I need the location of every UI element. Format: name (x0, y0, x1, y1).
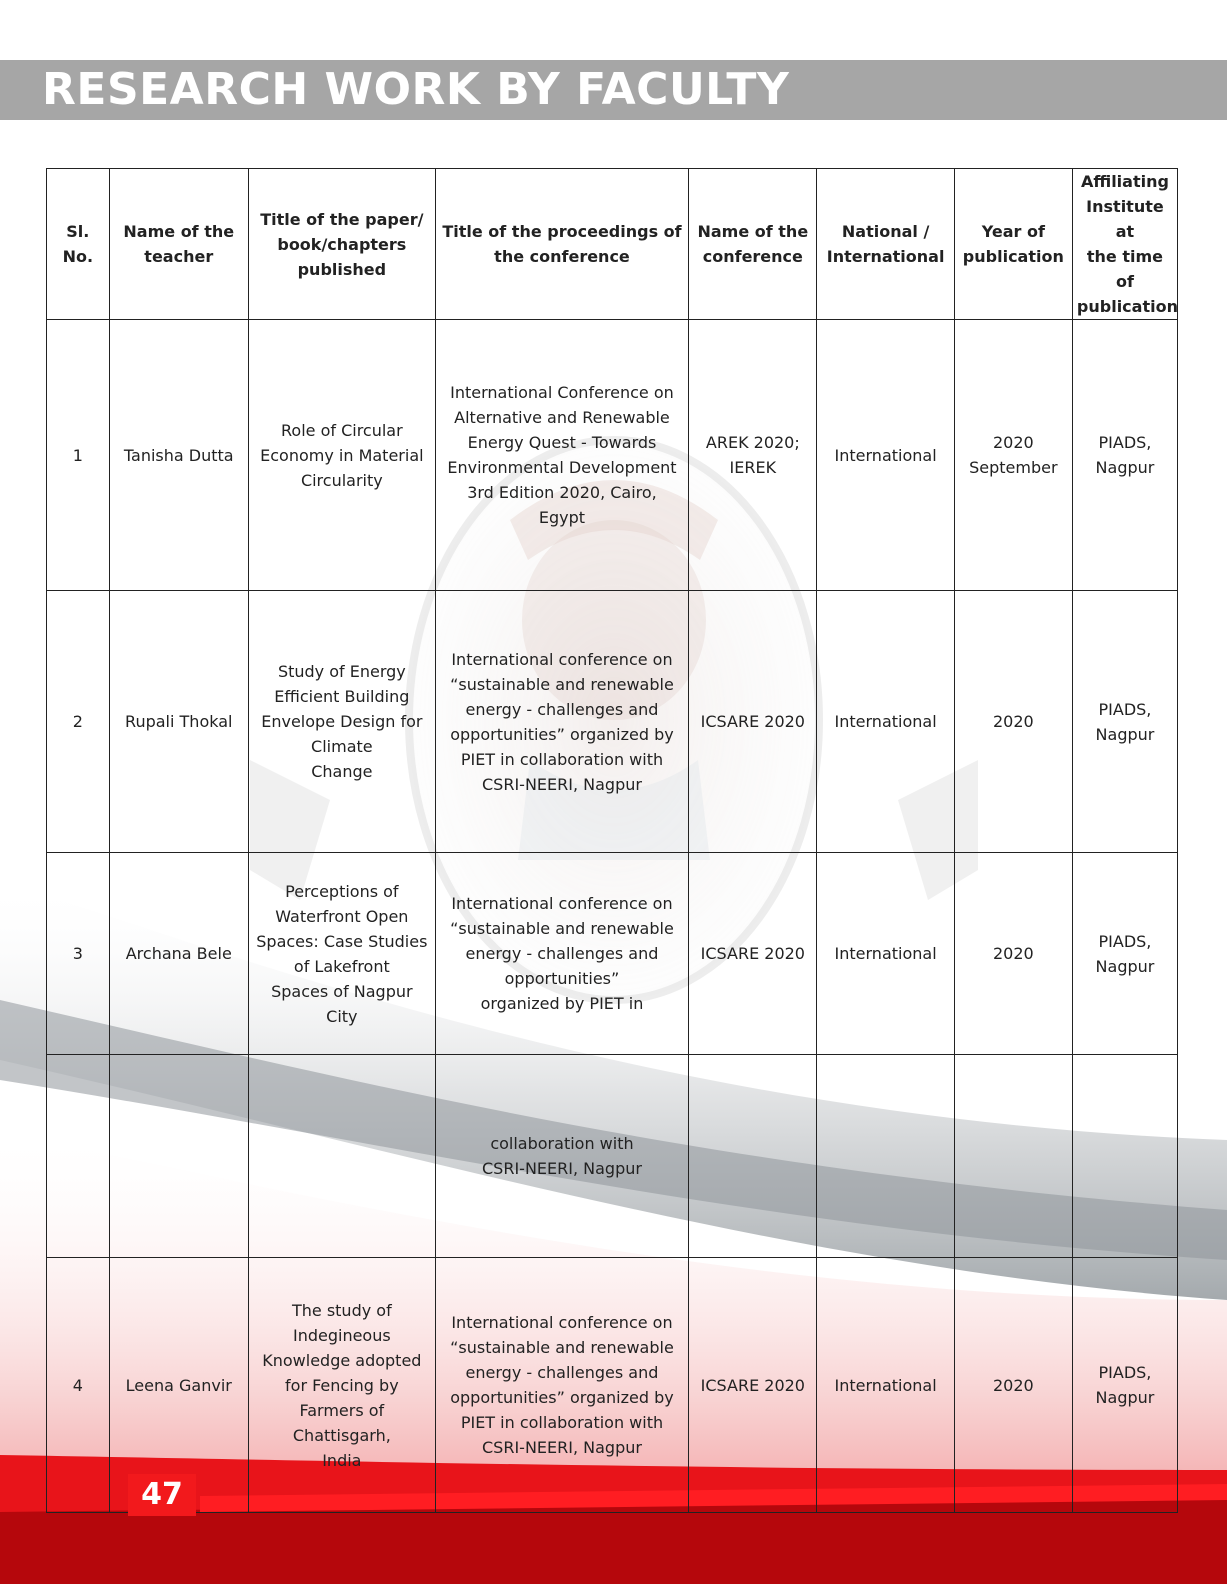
cell-text: AREK 2020; IEREK (705, 433, 800, 477)
cell-text: 2020 (992, 1375, 1034, 1395)
cell-text: International (834, 944, 937, 963)
cell-year (954, 320, 1072, 591)
cell-institute (1072, 591, 1177, 853)
cell-text: International Conference on Alternative and Renewable Energy Quest - Towards Environmental Development 3rd Edition 2020, Cairo, Egypt (447, 383, 677, 527)
cell-institute (1072, 1055, 1177, 1258)
cell-text: ICSARE 2020 (700, 712, 805, 731)
table-row (47, 591, 1178, 853)
column-header-institute (1072, 169, 1177, 320)
cell-scope (817, 1055, 954, 1258)
cell-teacher (109, 320, 248, 591)
cell-text: 2020 September (969, 433, 1058, 477)
cell-sl-no (47, 320, 110, 591)
table-row (47, 1258, 1178, 1513)
column-header-teacher (109, 169, 248, 320)
research-table-container (46, 168, 1178, 1513)
cell-proceedings (435, 1258, 688, 1513)
cell-text: PIADS, Nagpur (1095, 931, 1155, 976)
cell-institute (1072, 1258, 1177, 1513)
cell-sl-no (47, 591, 110, 853)
cell-year (954, 853, 1072, 1055)
cell-teacher (109, 1055, 248, 1258)
cell-text: 3 (72, 944, 83, 963)
cell-scope (817, 1258, 954, 1513)
column-header-label: Name of the teacher (123, 222, 235, 266)
cell-conference (689, 853, 817, 1055)
cell-institute (1072, 853, 1177, 1055)
cell-institute (1072, 320, 1177, 591)
cell-year (954, 591, 1072, 853)
cell-sl-no (47, 1055, 110, 1258)
column-header-label: Name of the conference (697, 222, 809, 266)
table-row-continuation (47, 1055, 1178, 1258)
column-header-label: Title of the paper/ book/chapters published (260, 209, 424, 279)
column-header-conference (689, 169, 817, 320)
cell-scope (817, 320, 954, 591)
cell-year (954, 1055, 1072, 1258)
page-title: RESEARCH WORK BY FACULTY (42, 64, 790, 115)
column-header-title (248, 169, 435, 320)
cell-conference (689, 1055, 817, 1258)
table-row (47, 853, 1178, 1055)
page-number-box (128, 1474, 196, 1516)
cell-text: ICSARE 2020 (700, 944, 805, 963)
cell-conference (689, 320, 817, 591)
cell-text: 2020 (992, 944, 1034, 963)
table-body (47, 320, 1178, 1513)
cell-proceedings (435, 320, 688, 591)
column-header-scope (817, 169, 954, 320)
cell-text: International (834, 445, 937, 465)
column-header-label: National / International (826, 222, 945, 266)
cell-text: International conference on “sustainable and renewable energy - challenges and opportunities” organized by PIET in collaboration with CSRI-NEERI, Nagpur (450, 649, 674, 794)
cell-text: collaboration with CSRI-NEERI, Nagpur (482, 1134, 642, 1178)
cell-text: 2020 (992, 712, 1034, 731)
cell-sl-no (47, 1258, 110, 1513)
column-header-label: Sl. No. (62, 222, 94, 266)
cell-text: 2 (72, 712, 83, 731)
page-number: 47 (141, 1477, 183, 1512)
column-header-label: Affiliating Institute at the time of publication (1076, 172, 1178, 316)
header-band (0, 60, 1227, 120)
cell-scope (817, 591, 954, 853)
cell-text: Perceptions of Waterfront Open Spaces: Case Studies of Lakefront Spaces of Nagpur City (256, 881, 428, 1026)
cell-text: The study of Indegineous Knowledge adopted for Fencing by Farmers of Chattisgarh, India (262, 1300, 422, 1470)
cell-proceedings (435, 853, 688, 1055)
cell-proceedings (435, 591, 688, 853)
cell-text: ICSARE 2020 (700, 1375, 805, 1395)
table-header (47, 169, 1178, 320)
cell-text: International (834, 712, 937, 731)
cell-text: International (834, 1375, 937, 1395)
cell-title (248, 320, 435, 591)
cell-text: International conference on “sustainable and renewable energy - challenges and opportunities” organized by PIET in collaboration with CSRI-NEERI, Nagpur (450, 1313, 674, 1457)
cell-proceedings (435, 1055, 688, 1258)
cell-title (248, 1258, 435, 1513)
cell-title (248, 1055, 435, 1258)
cell-title (248, 591, 435, 853)
column-header-label: Title of the proceedings of the conference (442, 222, 682, 266)
cell-text: Archana Bele (125, 944, 232, 963)
cell-teacher (109, 853, 248, 1055)
cell-text: 1 (72, 445, 83, 465)
cell-text: PIADS, Nagpur (1095, 1363, 1155, 1407)
cell-year (954, 1258, 1072, 1513)
cell-text: Role of Circular Economy in Material Circularity (260, 420, 424, 490)
research-table (46, 168, 1178, 1513)
table-row (47, 320, 1178, 591)
column-header-label: Year of publication (962, 222, 1064, 266)
cell-title (248, 853, 435, 1055)
cell-text: PIADS, Nagpur (1095, 699, 1155, 744)
cell-text: PIADS, Nagpur (1095, 433, 1155, 477)
cell-conference (689, 1258, 817, 1513)
cell-text: International conference on “sustainable and renewable energy - challenges and opportunities” organized by PIET in (450, 894, 674, 1013)
column-header-year (954, 169, 1072, 320)
cell-text: Rupali Thokal (125, 712, 233, 731)
cell-text: 4 (72, 1375, 83, 1395)
cell-text: Leena Ganvir (125, 1375, 232, 1395)
cell-sl-no (47, 853, 110, 1055)
cell-conference (689, 591, 817, 853)
cell-text: Tanisha Dutta (123, 445, 234, 465)
cell-scope (817, 853, 954, 1055)
column-header-sl-no (47, 169, 110, 320)
cell-text: Study of Energy Efficient Building Envelope Design for Climate Change (261, 662, 423, 781)
header-row (47, 169, 1178, 320)
column-header-proceedings (435, 169, 688, 320)
cell-teacher (109, 591, 248, 853)
